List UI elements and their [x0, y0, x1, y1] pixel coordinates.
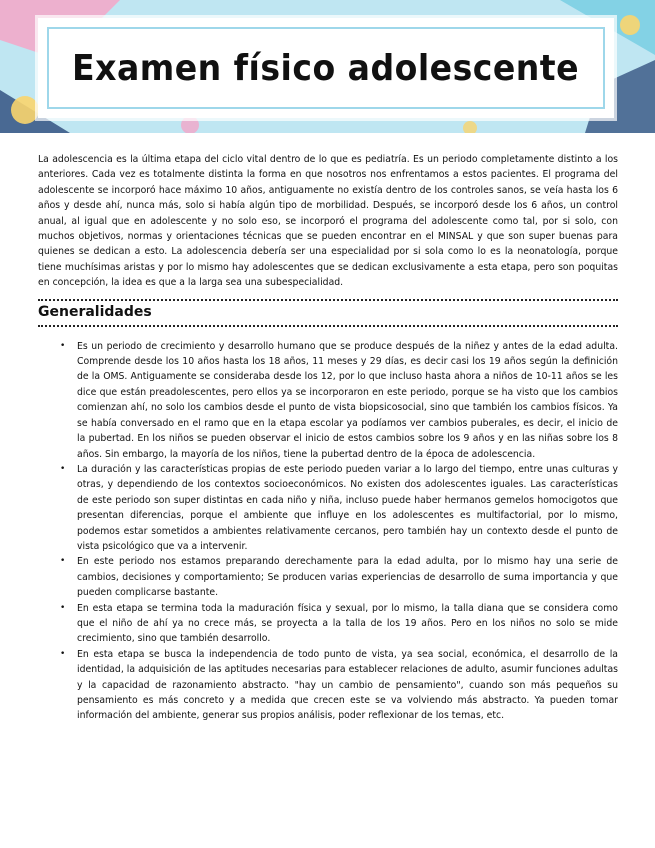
bullet-icon: • [60, 463, 66, 474]
list-item-text: En esta etapa se busca la independencia de todo punto de vista, ya sea social, económica, el desarrollo de la identidad, la adquisición de las aptitudes necesarias para establecer relaciones de adulto, asumir funciones adultas y la capacidad de razonamiento abstracto. "hay un cambio de pensamiento", cuando son más pequeños su pensamiento es más concreto y a medida que crecen este se va volviendo más abstracto. Ya pueden tomar información del ambiente, generar sus propios análisis, poder reflexionar de los temas, etc. [77, 648, 618, 722]
bullet-list [38, 339, 618, 724]
page-title: Examen físico adolescente [72, 47, 580, 89]
list-item [60, 601, 618, 647]
yellow-dot [11, 96, 39, 124]
section-title: Generalidades [38, 303, 152, 320]
list-item-text: Es un periodo de crecimiento y desarrollo humano que se produce después de la niñez y antes de la edad adulta. Comprende desde los 10 años hasta los 18 años, 11 meses y 29 días, es decir casi los 19 años según la definición de la OMS. Antiguamente se consideraba desde los 12, por lo que incluso hasta ahora a niños de 10-11 años se les dice que están preadolescentes, pero ellos ya se incorporaron en este periodo, porque se ha visto que los cambios comienzan ahí, no solo los cambios desde el punto de vista biopsicosocial, sino que también los cambios físicos. Ya se había conversado en el ramo que en la etapa escolar ya podíamos ver cambios puberales, es decir, el inicio de la pubertad. En los niños se pueden observar el inicio de estos cambios sobre los 9 años y en las niñas sobre los 8 años. Sin embargo, la mayoría de los niños, tiene la pubertad dentro de la época de adolescencia. [77, 340, 618, 460]
list-item [60, 554, 618, 600]
bullet-icon: • [60, 556, 66, 567]
list-item-text: En esta etapa se termina toda la maduración física y sexual, por lo mismo, la talla diana que se considera como que el niño de ahí ya no crece más, se proyecta a la talla de los 19 años. Pero en los niños no solo se mide crecimiento, sino que también desarrollo. [77, 602, 618, 645]
yellow-dot-right [620, 15, 640, 35]
section-rule-bottom [38, 325, 618, 327]
yellow-dot-bottom [463, 121, 477, 133]
section-header [38, 299, 618, 327]
header-banner [0, 0, 655, 133]
list-item-text: La duración y las características propias de este periodo pueden variar a lo largo del tiempo, entre unas culturas y otras, y dependiendo de los contextos socioeconómicos. No existen dos adolescentes iguales. Las características de este periodo son super distintas en cada niño y niña, incluso puede haber hermanos gemelos homocigotos que presentan diferencias, porque el ambiente que influye en los adolescentes es multifactorial, por lo mismo, podemos estar sometidos a ambientes relativamente cercanos, pero también hay un contexto desde el punto de vista psicológico que va a intervenir. [77, 463, 618, 552]
intro-paragraph: La adolescencia es la última etapa del ciclo vital dentro de lo que es pediatría. Es un periodo completamente distinto a los anteriores. Cada vez es totalmente distinta la forma en que nosotros nos enfrentamos a estos pacientes. El programa del adolescente se incorporó hace máximo 10 años, antiguamente no existía dentro de los controles sanos, se veía hasta los 6 años y desde ahí, nunca más, solo si había algún tipo de morbilidad. Después, se incorporó desde los 6 años, un control anual, al igual que en adolescente y no solo eso, se incorporó el programa del adolescente como tal, por si solo, con muchos objetivos, normas y orientaciones técnicas que se pueden encontrar en el MINSAL y que son super buenas para quienes se dedican a esto. La adolescencia debería ser una especialidad por si sola como lo es la neonatología, porque tiene muchísimas aristas y por lo mismo hay adolescentes que se dedican exclusivamente a esta etapa, pero son poquitas en concepción, la idea es que a la larga sea una subespecialidad. [38, 154, 618, 289]
title-card [38, 18, 614, 118]
list-item [60, 647, 618, 724]
list-item-text: En este periodo nos estamos preparando derechamente para la edad adulta, por lo mismo hay una serie de cambios, decisiones y comportamiento; Se producen varias experiencias de desarrollo de suma importancia y que pueden complicarse bastante. [77, 556, 618, 599]
pink-dot [181, 116, 199, 133]
bullet-icon: • [60, 648, 66, 659]
bullet-icon: • [60, 340, 66, 351]
list-item [60, 339, 618, 462]
list-item [60, 462, 618, 554]
document-body [38, 152, 618, 724]
bullet-icon: • [60, 602, 66, 613]
